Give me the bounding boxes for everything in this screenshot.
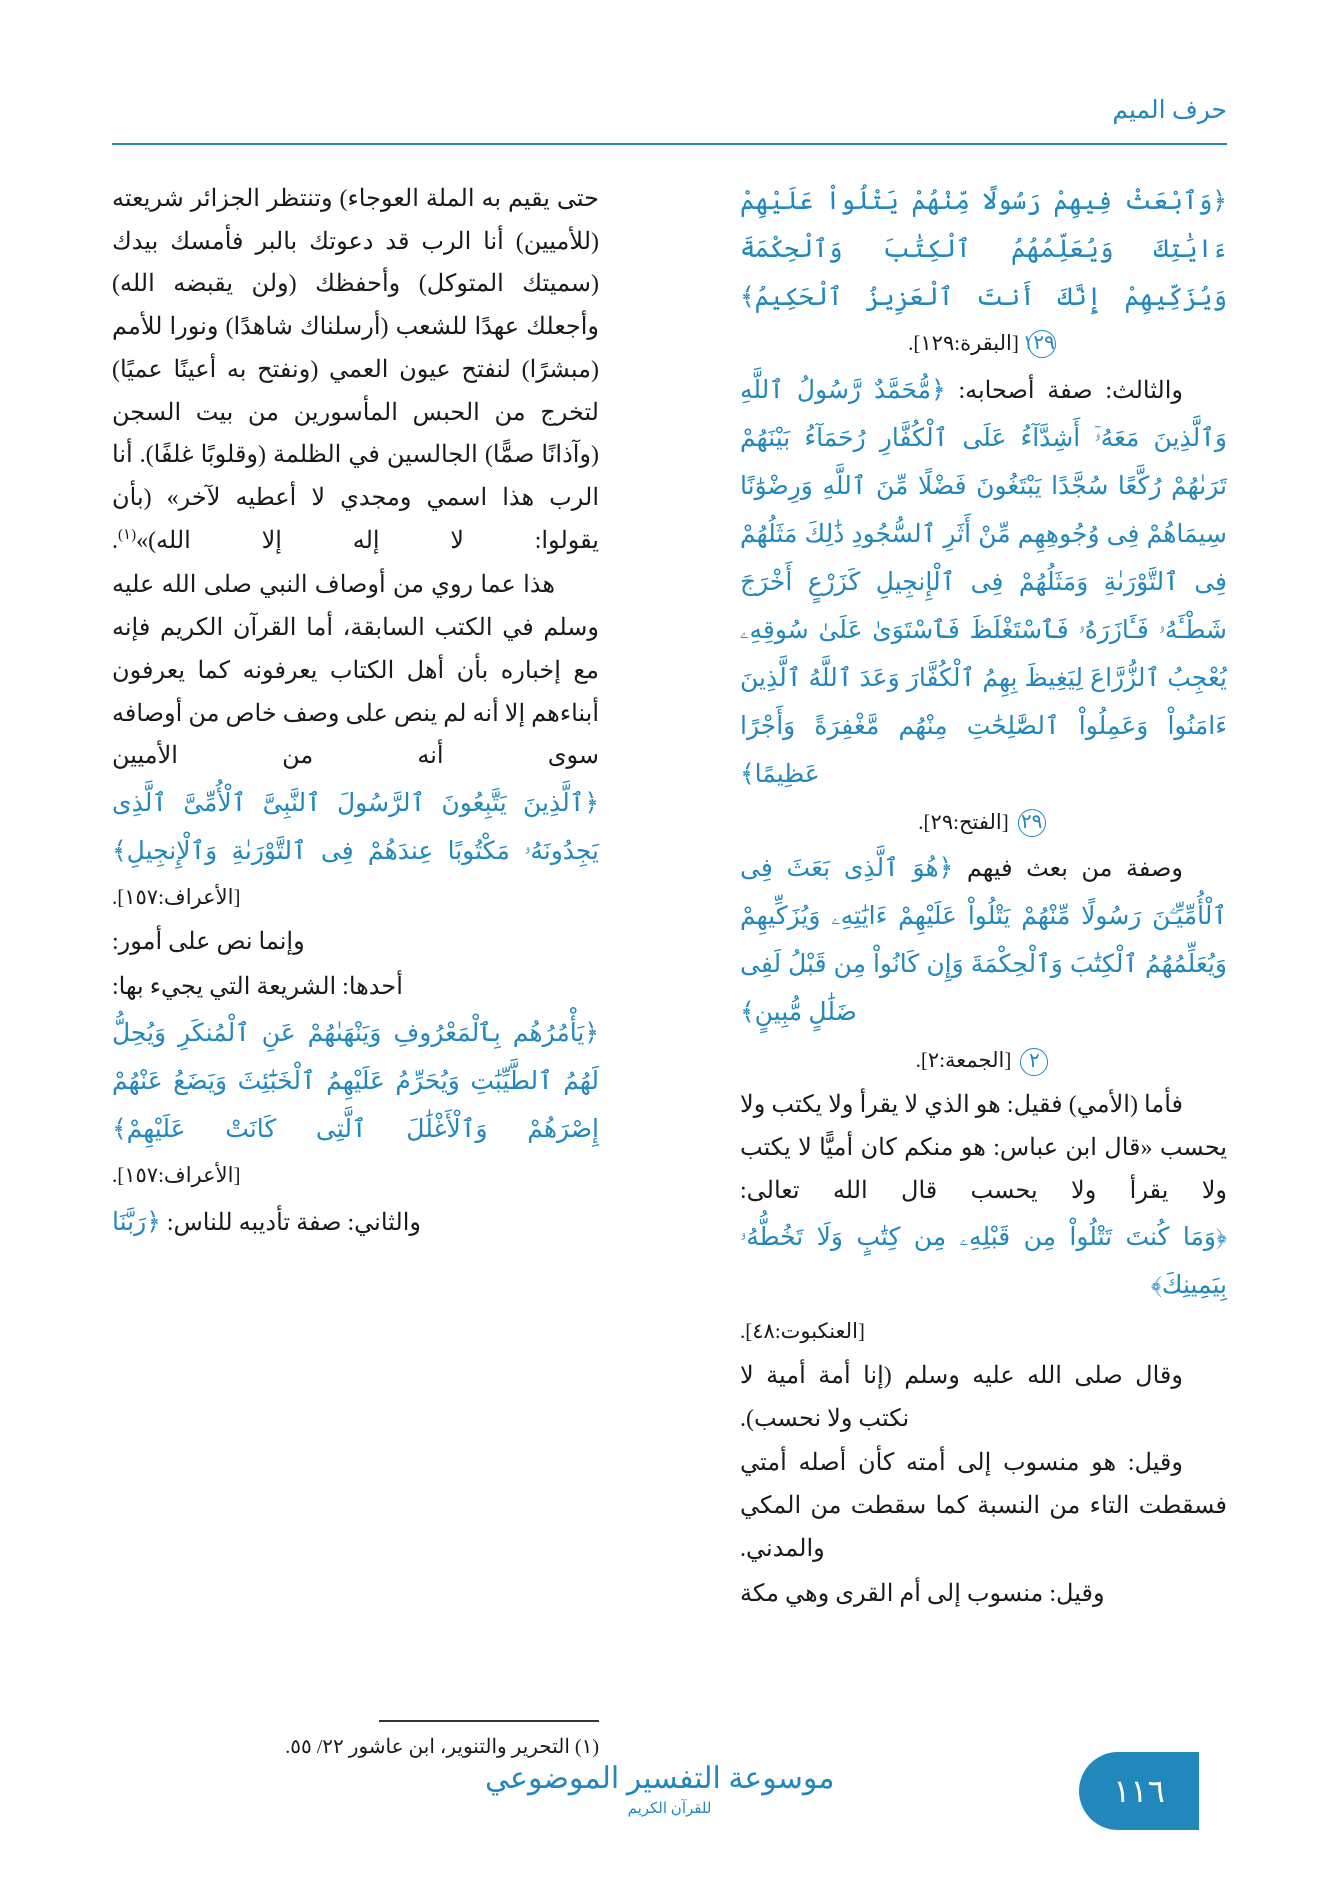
paragraph-previous-books: هذا عما روي من أوصاف النبي صلى الله عليه وسلم في الكتب السابقة، أما القرآن الكريم فإنه مع إخباره بأن أهل الكتاب يعرفونه كما يعرفون أبناءهم إلا أنه لم ينص على وصف خاص من أوصافه سوى أنه من الأميين [112, 572, 600, 770]
paragraph-third-description [740, 367, 1227, 799]
paragraph-lead: وصفة من بعث فيهم [966, 856, 1183, 883]
text-columns [112, 178, 1227, 1607]
quran-text: ﴿وَٱبْعَثْ فِيهِمْ رَسُولًا مِّنْهُمْ يَتْلُواْ عَلَيْهِمْ ءَايَٰتِكَ وَيُعَلِّمُهُمُ ٱلْكِتَٰبَ وَٱلْحِكْمَةَ وَيُزَكِّيهِمْ إِنَّكَ أَنتَ ٱلْعَزِيزُ ٱلْحَكِيمُ﴾ [740, 188, 1227, 311]
header-title: حرف الميم [1112, 97, 1227, 124]
logo-subtitle: للقرآن الكريم [627, 1801, 712, 1817]
verse-reference: [العنكبوت:٤٨]. [740, 1319, 865, 1344]
verse-reference: [الأعراف:١٥٧]. [112, 1163, 241, 1188]
footnote-text: التحرير والتنوير، ابن عاشور ٢٢/ ٥٥. [285, 1735, 570, 1758]
verse-reference: [البقرة:١٢٩]. [908, 331, 1019, 355]
verse-reference-line [740, 322, 1227, 365]
verse-reference-line [740, 1310, 1227, 1353]
quran-verse-baqarah [740, 178, 1227, 322]
verse-reference: [الأعراف:١٥٧]. [112, 885, 241, 910]
paragraph-matters-intro: وإنما نص على أمور: [112, 928, 305, 955]
verse-reference: [الفتح:٢٩]. [918, 809, 1009, 834]
quran-verse-araf-157b [112, 1010, 599, 1154]
paragraph-description-of-sent [740, 845, 1227, 1037]
quran-text: ﴿وَمَا كُنتَ تَتْلُواْ مِن قَبْلِهِۦ مِن كِتَٰبٍ وَلَا تَخُطُّهُۥ بِيَمِينِكَ﴾ [740, 1224, 1227, 1300]
header-divider [112, 143, 1227, 145]
quran-verse-ankabut [740, 1214, 1227, 1310]
quran-text: ﴿رَبَّنَا [112, 1208, 161, 1236]
page-number: ١١٦ [1079, 1752, 1199, 1830]
logo-title: موسوعة التفسير الموضوعي [485, 1762, 835, 1795]
publisher-logo [485, 1762, 835, 1818]
quran-text: ﴿مُّحَمَّدٌ رَّسُولُ ٱللَّهِ وَٱلَّذِينَ مَعَهُۥٓ أَشِدَّآءُ عَلَى ٱلْكُفَّارِ رُحَمَآءُ بَيْنَهُمْ تَرَىٰهُمْ رُكَّعًا سُجَّدًا يَبْتَغُونَ فَضْلًا مِّنَ ٱللَّهِ وَرِضْوَٰنًا سِيمَاهُمْ فِى وُجُوهِهِم مِّنْ أَثَرِ ٱلسُّجُودِ ذَٰلِكَ مَثَلُهُمْ فِى ٱلتَّوْرَىٰةِ وَمَثَلُهُمْ فِى ٱلْإِنجِيلِ كَزَرْعٍ أَخْرَجَ شَطْـَٔهُۥ فَـَٔازَرَهُۥ فَٱسْتَغْلَظَ فَٱسْتَوَىٰ عَلَىٰ سُوقِهِۦ يُعْجِبُ ٱلزُّرَّاعَ لِيَغِيظَ بِهِمُ ٱلْكُفَّارَ وَعَدَ ٱللَّهُ ٱلَّذِينَ ءَامَنُواْ وَعَمِلُواْ ٱلصَّٰلِحَٰتِ مِنْهُم مَّغْفِرَةً وَأَجْرًا عَظِيمًا﴾ [740, 376, 1227, 788]
verse-reference: [الجمعة:٢]. [915, 1048, 1012, 1073]
paragraph-attribution-umma: وقيل: هو منسوب إلى أمته كأن أصله أمتي فسقطت التاء من النسبة كما سقطت من المكي والمدني. [740, 1450, 1227, 1562]
quran-verse-araf-157a [112, 780, 599, 876]
ayah-number-mark: ٢٩ [1018, 809, 1046, 837]
ayah-number-mark: ١٢٩ [1028, 330, 1056, 358]
paragraph-attribution-ummulqura: وقيل: منسوب إلى أم القرى وهي مكة [740, 1580, 1105, 1607]
ayah-number-mark: ٢ [1020, 1048, 1048, 1076]
paragraph-lead: والثالث: صفة أصحابه: [958, 377, 1184, 404]
verse-reference-line [740, 1039, 1227, 1082]
quran-text: ﴿يَأْمُرُهُم بِٱلْمَعْرُوفِ وَيَنْهَىٰهُمْ عَنِ ٱلْمُنكَرِ وَيُحِلُّ لَهُمُ ٱلطَّيِّبَٰتِ وَيُحَرِّمُ عَلَيْهِمُ ٱلْخَبَٰٓئِثَ وَيَضَعُ عَنْهُمْ إِصْرَهُمْ وَٱلْأَغْلَٰلَ ٱلَّتِى كَانَتْ عَلَيْهِمْ﴾ [112, 1020, 599, 1144]
quran-text: ﴿ٱلَّذِينَ يَتَّبِعُونَ ٱلرَّسُولَ ٱلنَّبِىَّ ٱلْأُمِّىَّ ٱلَّذِى يَجِدُونَهُۥ مَكْتُوبًا عِندَهُمْ فِى ٱلتَّوْرَىٰةِ وَٱلْإِنجِيلِ﴾ [112, 790, 599, 866]
page-footer [0, 1718, 1339, 1838]
quran-text: ﴿هُوَ ٱلَّذِى بَعَثَ فِى ٱلْأُمِّيِّـۧنَ رَسُولًا مِّنْهُمْ يَتْلُواْ عَلَيْهِمْ ءَايَٰتِهِۦ وَيُزَكِّيهِمْ وَيُعَلِّمُهُمُ ٱلْكِتَٰبَ وَٱلْحِكْمَةَ وَإِن كَانُواْ مِن قَبْلُ لَفِى ضَلَٰلٍ مُّبِينٍ﴾ [740, 855, 1227, 1027]
paragraph-hadith-ummiyya: وقال صلى الله عليه وسلم (إنا أمة أمية لا نكتب ولا نحسب). [740, 1363, 1183, 1432]
page-header [112, 95, 1227, 155]
verse-reference-line [112, 876, 599, 919]
paragraph-second-matter [112, 1199, 599, 1247]
footnote-marker[interactable]: (١) [118, 526, 137, 543]
paragraph-lead: والثاني: صفة تأديبه للناس: [166, 1209, 421, 1236]
verse-reference-line [740, 801, 1227, 844]
paragraph-prophecy-quote: حتى يقيم به الملة العوجاء) وتنتظر الجزائر شريعته (للأميين) أنا الرب قد دعوتك بالبر فأمسك بيدك (سميتك المتوكل) وأحفظك (ولن يقبضه الله) وأجعلك عهدًا للشعب (أرسلناك شاهدًا) ونورا للأمم (مبشرًا) لنفتح عيون العمي (ونفتح به أعينًا عميًا) لتخرج من الحبس المأسورين من بيت السجن (وآذانًا صمًّا) الجالسين في الظلمة (وقلوبًا غلفًا). أنا الرب هذا اسمي ومجدي لا أعطيه لآخر» (بأن يقولوا: لا إله إلا الله)»$^{(١)}$. [112, 186, 599, 554]
paragraph-ummi-definition: فأما (الأمي) فقيل: هو الذي لا يقرأ ولا يكتب ولا يحسب «قال ابن عباس: هو منكم كان أميًّا لا يكتب ولا يقرأ ولا يحسب قال الله تعالى: [740, 1092, 1227, 1204]
column-left [112, 178, 599, 1249]
column-right [740, 178, 1227, 1617]
verse-reference-line [112, 1154, 599, 1197]
footnote-marker: (١) [574, 1735, 599, 1758]
paragraph-first-matter: أحدها: الشريعة التي يجيء بها: [112, 973, 403, 1000]
paragraph-text: حتى يقيم به الملة العوجاء) وتنتظر الجزائر شريعته (للأميين) أنا الرب قد دعوتك بالبر فأمسك بيدك (سميتك المتوكل) وأحفظك (ولن يقبضه الله) وأجعلك عهدًا للشعب (أرسلناك شاهدًا) ونورا للأمم (مبشرًا) لنفتح عيون العمي (ونفتح به أعينًا عميًا) لتخرج من الحبس المأسورين من بيت السجن (وآذانًا صمًّا) الجالسين في الظلمة (وقلوبًا غلفًا). أنا الرب هذا اسمي ومجدي لا أعطيه لآخر» (بأن يقولوا: لا إله إلا الله)» [112, 186, 599, 554]
